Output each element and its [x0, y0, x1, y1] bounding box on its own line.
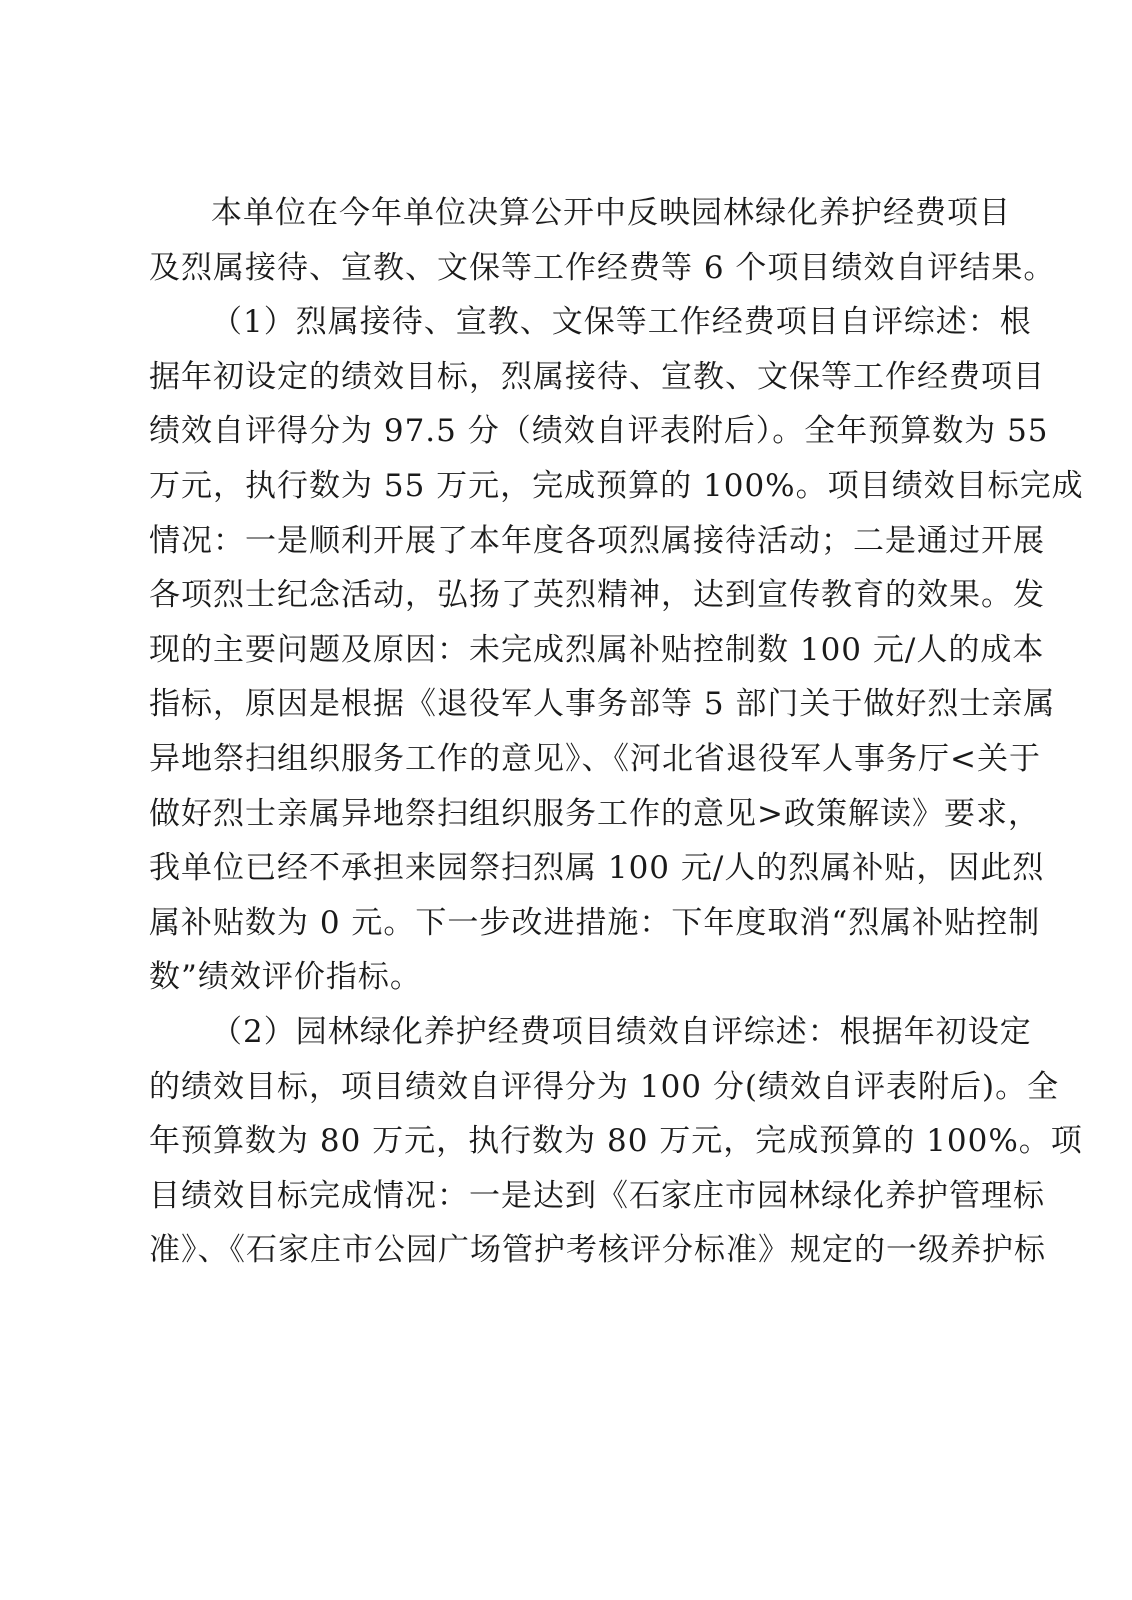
document-body [149, 186, 1084, 1278]
text-line: 年预算数为 80 万元，执行数为 80 万元，完成预算的 100%。项 [149, 1123, 1083, 1160]
text-line: 绩效自评得分为 97.5 分（绩效自评表附后）。全年预算数为 55 [149, 413, 1049, 450]
text-line: 万元，执行数为 55 万元，完成预算的 100%。项目绩效目标完成 [149, 467, 1084, 504]
text-line: 异地祭扫组织服务工作的意见》、《河北省退役军人事务厅<关于 [149, 740, 1041, 777]
text-line: 现的主要问题及原因：未完成烈属补贴控制数 100 元/人的成本 [149, 631, 1045, 668]
text-line: 本单位在今年单位决算公开中反映园林绿化养护经费项目 [211, 195, 1011, 231]
text-line: 各项烈士纪念活动，弘扬了英烈精神，达到宣传教育的效果。发 [149, 577, 1045, 614]
text-line: 情况：一是顺利开展了本年度各项烈属接待活动；二是通过开展 [149, 522, 1045, 559]
text-line: 的绩效目标，项目绩效自评得分为 100 分(绩效自评表附后)。全 [149, 1068, 1060, 1105]
text-line: 目绩效目标完成情况：一是达到《石家庄市园林绿化养护管理标 [149, 1177, 1045, 1214]
text-line: 我单位已经不承担来园祭扫烈属 100 元/人的烈属补贴，因此烈 [149, 850, 1045, 887]
text-line: 及烈属接待、宣教、文保等工作经费等 6 个项目绩效自评结果。 [149, 249, 1056, 286]
text-line: 做好烈士亲属异地祭扫组织服务工作的意见>政策解读》要求， [149, 795, 1040, 832]
text-line: （1）烈属接待、宣教、文保等工作经费项目自评综述：根 [211, 304, 1032, 341]
text-line: （2）园林绿化养护经费项目绩效自评综述：根据年初设定 [211, 1013, 1032, 1050]
text-line: 据年初设定的绩效目标，烈属接待、宣教、文保等工作经费项目 [149, 358, 1045, 395]
text-line: 准》、《石家庄市公园广场管护考核评分标准》规定的一级养护标 [149, 1232, 1046, 1269]
text-line: 数”绩效评价指标。 [149, 959, 422, 996]
text-line: 指标，原因是根据《退役军人事务部等 5 部门关于做好烈士亲属 [149, 686, 1056, 723]
text-line: 属补贴数为 0 元。下一步改进措施：下年度取消“烈属补贴控制 [149, 904, 1041, 941]
